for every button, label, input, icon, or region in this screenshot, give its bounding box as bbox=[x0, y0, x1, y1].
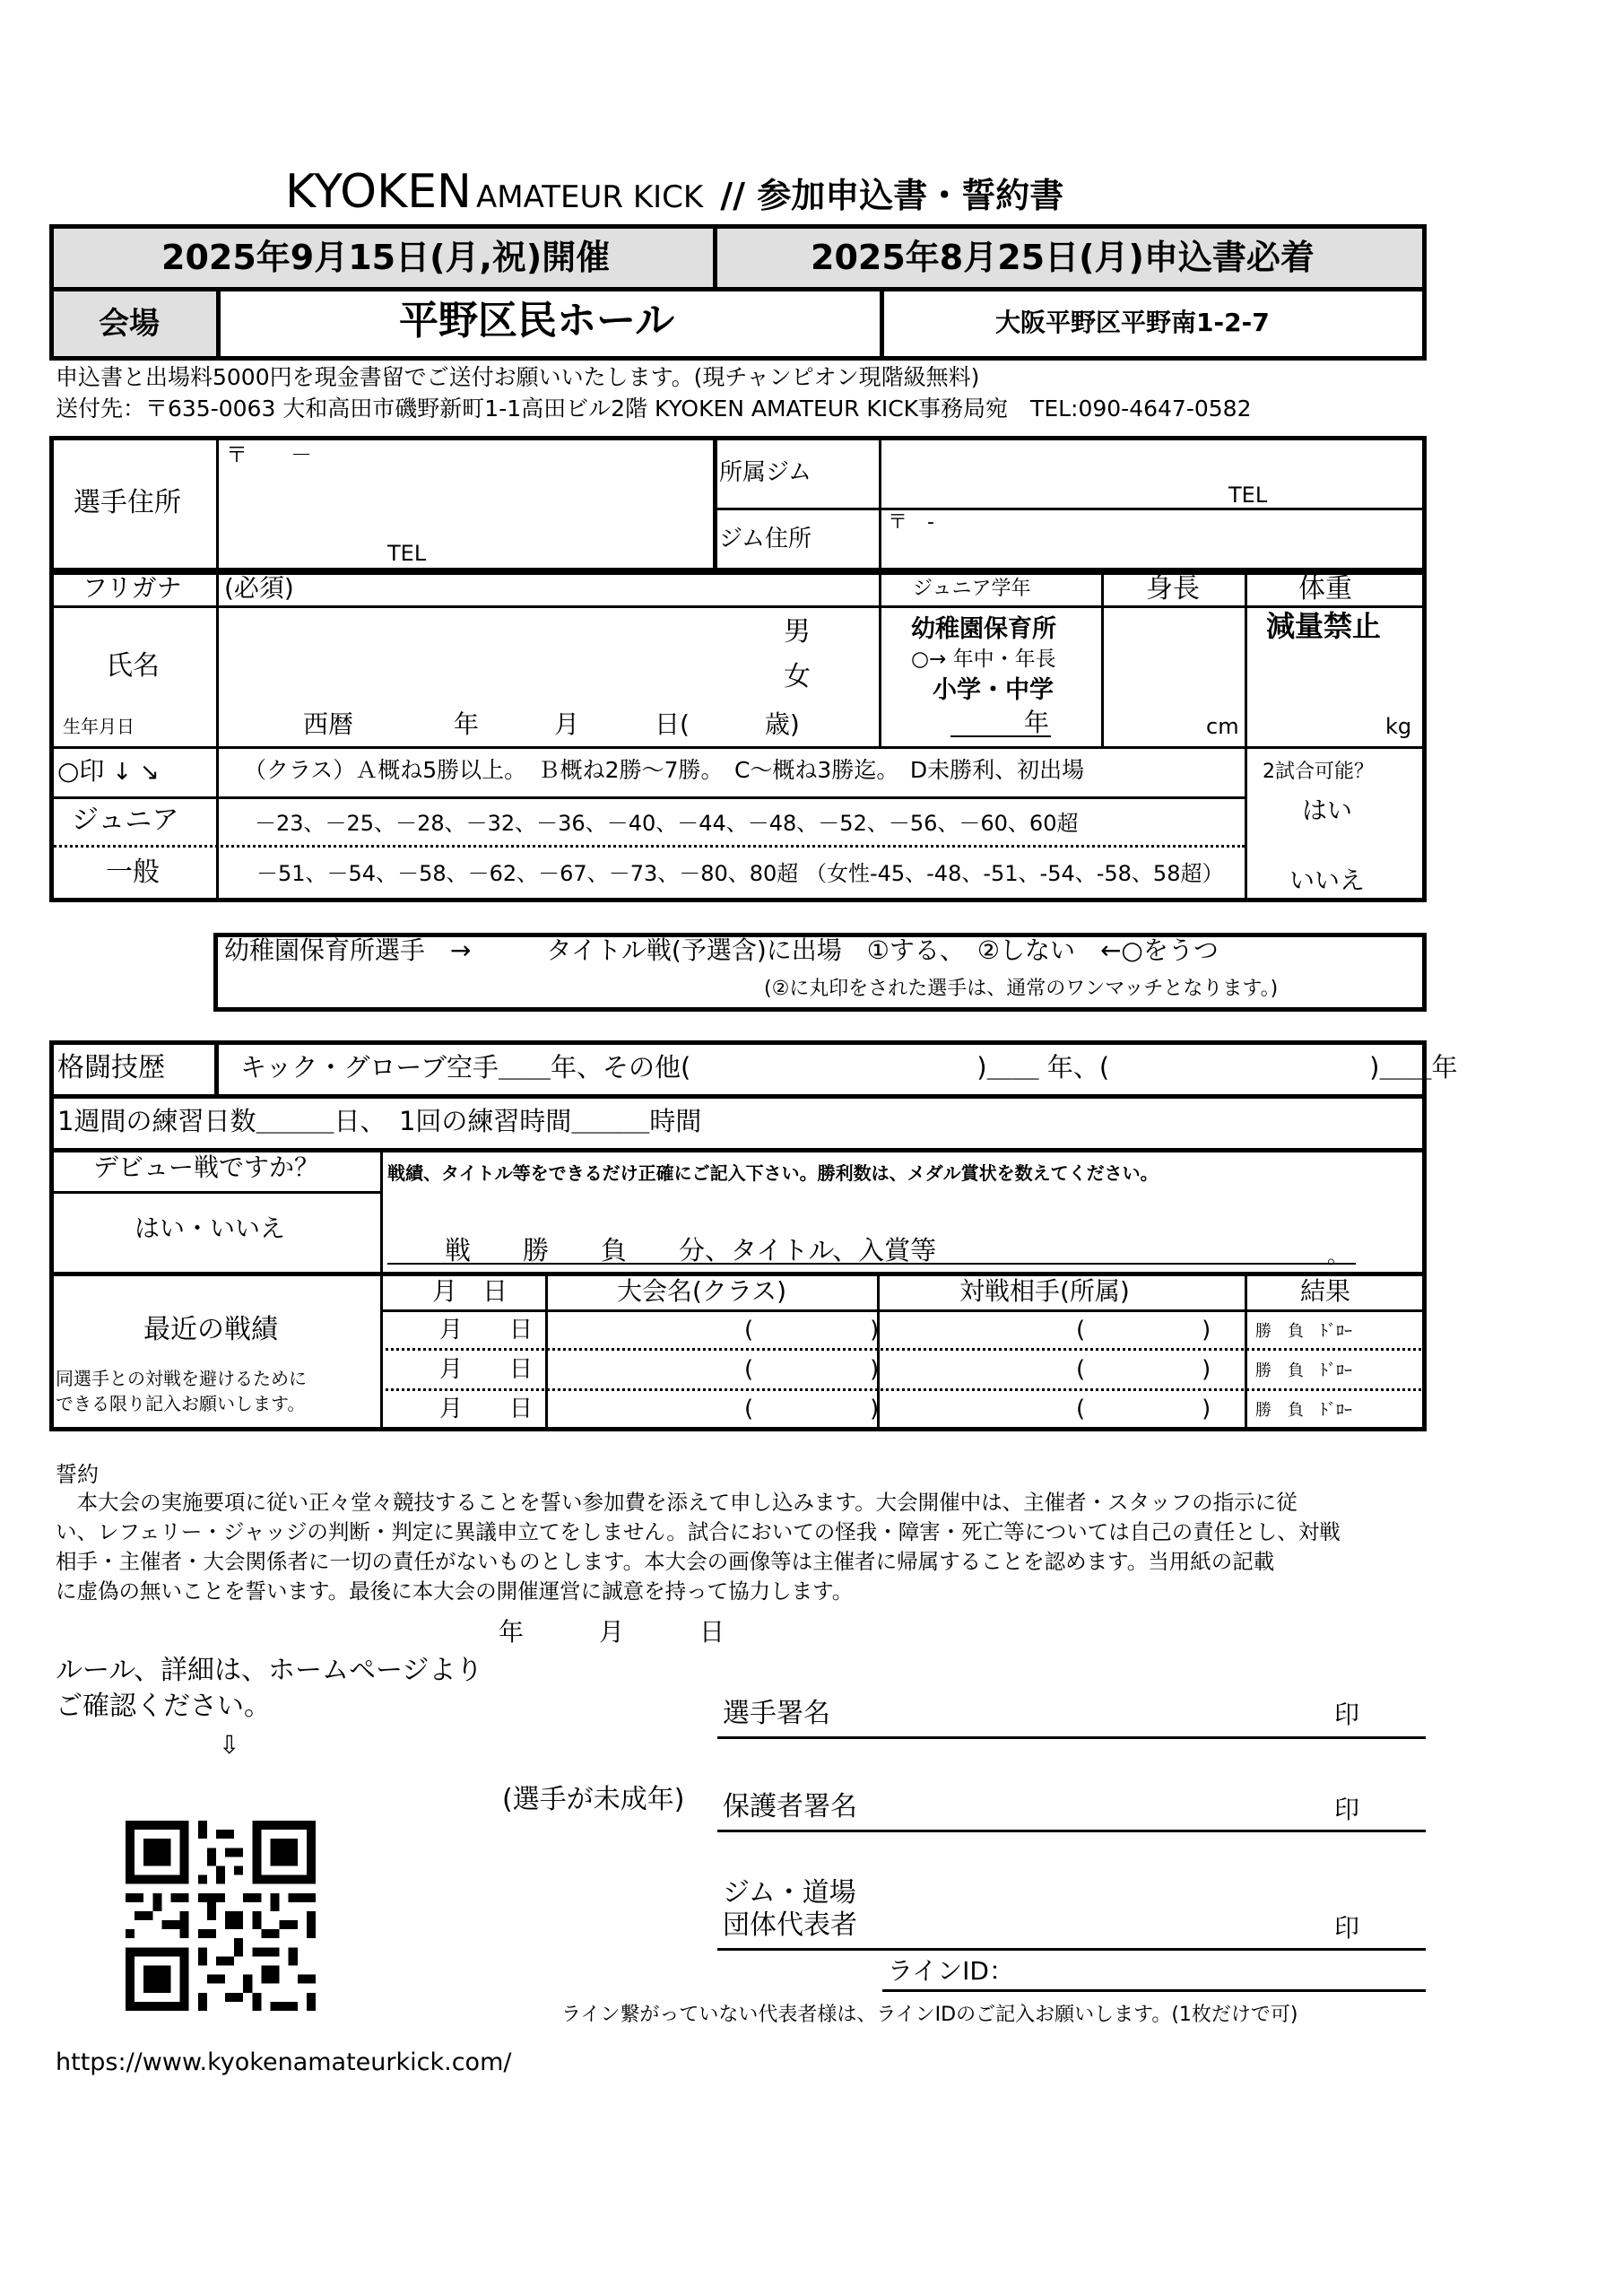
height-label: 身長 bbox=[1146, 573, 1200, 604]
row3-tournament[interactable]: ( ) bbox=[744, 1396, 880, 1422]
debut-question: デビュー戦ですか？ bbox=[93, 1152, 320, 1182]
rules-line2: ご確認ください。 bbox=[56, 1691, 271, 1722]
recent-record-label: 最近の戦績 bbox=[143, 1314, 278, 1345]
weight-label: 体重 bbox=[1298, 573, 1352, 604]
pledge-title: 誓約 bbox=[56, 1462, 99, 1487]
player-seal: 印 bbox=[1334, 1700, 1360, 1729]
male-option[interactable]: 男 bbox=[784, 616, 811, 648]
arrow-down-icon: ↓ bbox=[112, 759, 133, 786]
class-text: （クラス）Ａ概ね5勝以上。 Ｂ概ね2勝～7勝。 C～概ね3勝迄。 D未勝利、初出場 bbox=[244, 757, 1085, 783]
recent-note-2: できる限り記入お願いします。 bbox=[56, 1393, 306, 1414]
deadline: 2025年8月25日(月)申込書必着 bbox=[811, 238, 1315, 277]
yes-option[interactable]: はい bbox=[1302, 796, 1353, 825]
row2-result[interactable]: 勝 負 ﾄﾞﾛｰ bbox=[1255, 1361, 1352, 1380]
guardian-sign-line[interactable] bbox=[717, 1830, 1426, 1832]
row2-date[interactable]: 月 日 bbox=[439, 1356, 534, 1383]
gym-rep-label-1: ジム・道場 bbox=[723, 1877, 856, 1909]
gym-address-label: ジム住所 bbox=[719, 526, 812, 552]
rules-line1: ルール、詳細は、ホームページより bbox=[56, 1655, 483, 1686]
gym-rep-label-2: 団体代表者 bbox=[723, 1909, 857, 1941]
no-option[interactable]: いいえ bbox=[1289, 865, 1366, 895]
furigana-label: フリガナ bbox=[82, 573, 182, 603]
general-classes: －51、－54、－58、－62、－67、－73、－80、80超 （女性-45、-48、-51、-54、-58、58超） bbox=[256, 861, 1224, 886]
row2-tournament[interactable]: ( ) bbox=[744, 1356, 880, 1383]
martial-history-field[interactable]: キック・グローブ空手＿＿年、その他( )＿＿ 年、( )＿＿年 bbox=[240, 1052, 1458, 1083]
circle-mark-label: ○印 ↓ ↘ bbox=[57, 756, 160, 786]
row3-opponent[interactable]: ( ) bbox=[1076, 1396, 1211, 1422]
martial-history-label: 格闘技歴 bbox=[57, 1052, 165, 1083]
venue-label: 会場 bbox=[99, 306, 160, 342]
col-result: 結果 bbox=[1300, 1276, 1351, 1306]
no-weight-loss: 減量禁止 bbox=[1266, 609, 1382, 643]
col-opponent: 対戦相手(所属) bbox=[959, 1276, 1130, 1306]
venue-name: 平野区民ホール bbox=[399, 298, 675, 344]
pledge-line1: 本大会の実施要項に従い正々堂々競技することを誓い参加費を添えて申し込みます。大会開催中は、主催者・スタッフの指示に従 bbox=[56, 1490, 1298, 1515]
player-tel-label: TEL bbox=[387, 541, 427, 566]
gym-tel-label: TEL bbox=[1228, 483, 1268, 508]
row2-opponent[interactable]: ( ) bbox=[1076, 1356, 1211, 1383]
title-brand: KYOKEN bbox=[285, 165, 472, 219]
kindergarten-label: 幼稚園保育所 bbox=[911, 615, 1056, 643]
pledge-line3: 相手・主催者・大会関係者に一切の責任がないものとします。本大会の画像等は主催者に帰属することを認めます。当用紙の記載 bbox=[56, 1549, 1275, 1574]
line-id-label: ラインID： bbox=[888, 1956, 1014, 1986]
notice-line1: 申込書と出場料5000円を現金書留でご送付お願いいたします。(現チャンピオン現階級無料) bbox=[56, 364, 980, 390]
gym-seal: 印 bbox=[1334, 1913, 1360, 1943]
gym-postal-field[interactable]: 〒 - bbox=[888, 511, 934, 534]
two-matches-label: 2試合可能？ bbox=[1263, 761, 1374, 783]
junior-label: ジュニア bbox=[72, 804, 179, 836]
debut-answer[interactable]: はい・いいえ bbox=[135, 1213, 286, 1243]
birthdate-field[interactable]: 西暦 年 月 日( 歳) bbox=[303, 709, 800, 739]
venue-address: 大阪平野区平野南1-2-7 bbox=[995, 308, 1270, 337]
guardian-sign-label: 保護者署名 bbox=[723, 1791, 857, 1822]
player-sign-line[interactable] bbox=[717, 1736, 1426, 1739]
cm-unit: cm bbox=[1206, 714, 1239, 739]
player-sign-label: 選手署名 bbox=[723, 1698, 830, 1729]
gym-label: 所属ジム bbox=[719, 459, 812, 486]
title-sub: AMATEUR KICK bbox=[476, 179, 704, 215]
line-id-field[interactable] bbox=[882, 1989, 1426, 1992]
col-date: 月 日 bbox=[432, 1276, 508, 1306]
row3-date[interactable]: 月 日 bbox=[439, 1396, 534, 1422]
female-option[interactable]: 女 bbox=[784, 661, 811, 692]
pledge-line2: い、レフェリー・ジャッジの判断・判定に異議申立てをしません。試合においての怪我・障害・死亡等については自己の責任とし、対戦 bbox=[56, 1519, 1341, 1544]
kinder-line1: 幼稚園保育所選手 → タイトル戦(予選含)に出場 ①する、 ②しない ←○をうつ bbox=[224, 935, 1219, 965]
row1-date[interactable]: 月 日 bbox=[439, 1317, 534, 1344]
line-note: ライン繋がっていない代表者様は、ラインIDのご記入お願いします。(1枚だけで可) bbox=[561, 2004, 1298, 2026]
arrow-diagonal-icon: ↘ bbox=[140, 759, 160, 786]
pledge-line4: に虚偽の無いことを誓います。最後に本大会の開催運営に誠意を持って協力します。 bbox=[56, 1578, 854, 1604]
row3-result[interactable]: 勝 負 ﾄﾞﾛｰ bbox=[1255, 1401, 1352, 1420]
title-rest: // 参加申込書・誓約書 bbox=[720, 176, 1064, 215]
kinder-line2: (②に丸印をされた選手は、通常のワンマッチとなります。) bbox=[764, 978, 1279, 1000]
birthdate-label: 生年月日 bbox=[63, 716, 135, 737]
record-line[interactable]: 戦 勝 負 分、タイトル、入賞等 bbox=[445, 1235, 937, 1265]
furigana-required: (必須) bbox=[224, 573, 294, 603]
homepage-url[interactable]: https://www.kyokenamateurkick.com/ bbox=[56, 2048, 512, 2076]
event-date: 2025年9月15日(月,祝)開催 bbox=[161, 238, 611, 277]
col-tournament: 大会名(クラス) bbox=[617, 1276, 787, 1306]
recent-note-1: 同選手との対戦を避けるために bbox=[56, 1368, 307, 1389]
general-label: 一般 bbox=[106, 857, 160, 888]
gym-sign-line[interactable] bbox=[717, 1948, 1426, 1951]
row1-opponent[interactable]: ( ) bbox=[1076, 1317, 1211, 1344]
junior-classes: －23、－25、－28、－32、－36、－40、－44、－48、－52、－56、－60、60超 bbox=[255, 811, 1079, 836]
kg-unit: kg bbox=[1385, 714, 1412, 739]
pledge-date[interactable]: 年 月 日 bbox=[499, 1617, 725, 1647]
kindergarten-arrow: ○→ 年中・年長 bbox=[911, 648, 1056, 671]
junior-grade-label: ジュニア学年 bbox=[913, 578, 1031, 600]
row1-tournament[interactable]: ( ) bbox=[744, 1317, 880, 1344]
record-period: 。 bbox=[1327, 1243, 1349, 1268]
practice-field[interactable]: 1週間の練習日数＿＿＿日、 1回の練習時間＿＿＿時間 bbox=[57, 1106, 702, 1136]
name-label: 氏名 bbox=[106, 650, 160, 682]
record-note: 戦績、タイトル等をできるだけ正確にご記入下さい。勝利数は、メダル賞状を数えてください。 bbox=[387, 1162, 1159, 1184]
down-arrow-icon: ⇩ bbox=[219, 1730, 240, 1760]
row1-result[interactable]: 勝 負 ﾄﾞﾛｰ bbox=[1255, 1322, 1352, 1341]
player-address-label: 選手住所 bbox=[74, 487, 181, 518]
qr-code-icon[interactable] bbox=[126, 1821, 316, 2011]
postal-field[interactable]: 〒 － bbox=[226, 442, 312, 467]
grade-year-label: 年 bbox=[1024, 708, 1050, 737]
school-label: 小学・中学 bbox=[933, 676, 1054, 704]
page-title bbox=[285, 165, 1064, 219]
minor-label: (選手が未成年) bbox=[502, 1784, 685, 1815]
guardian-seal: 印 bbox=[1334, 1795, 1360, 1824]
notice-line2: 送付先：〒635-0063 大和高田市磯野新町1-1高田ビル2階 KYOKEN AMATEUR KICK事務局宛 TEL:090-4647-0582 bbox=[56, 396, 1252, 422]
